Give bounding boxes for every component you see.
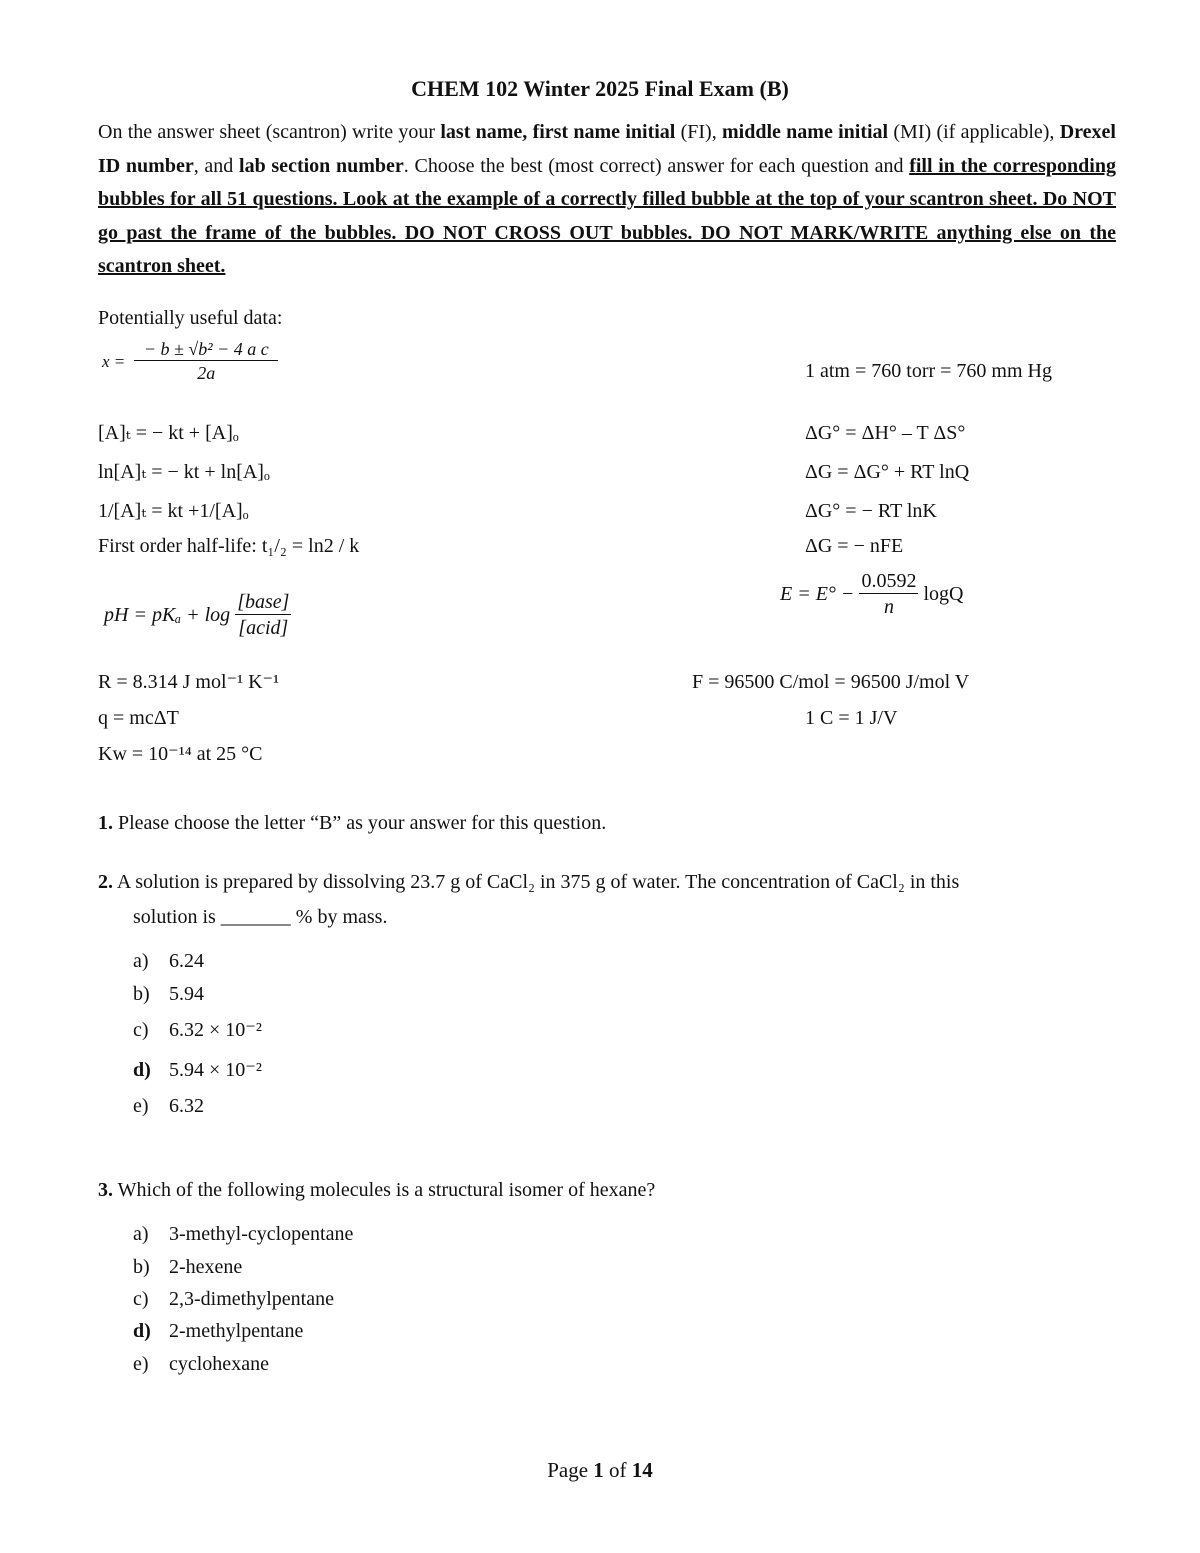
page-of: of [603,1458,632,1482]
quadratic-denominator: 2a [197,363,216,383]
hh-numerator: [base] [237,591,290,613]
question-2-text-cont: solution is _______ % by mass. [133,906,388,928]
question-2 [98,872,959,892]
first-order-law: ln[A]ₜ = − kt + ln[A]ₒ [98,461,270,483]
pressure-conversion: 1 atm = 760 torr = 760 mm Hg [805,360,1052,382]
option-3e [133,1354,269,1374]
page-current: 1 [593,1458,604,1482]
half-life-formula: First order half-life: t₁/₂ = ln2 / k [98,535,360,557]
exam-title: CHEM 102 Winter 2025 Final Exam (B) [411,76,789,101]
instr-text-3: (MI) (if applicable), [888,121,1060,143]
nernst-denominator: n [883,596,894,618]
option-2c [133,1020,262,1040]
instr-text-5: . Choose the best (most correct) answer for each question and [403,154,910,177]
option-2e [133,1096,204,1116]
question-number: 3. [98,1179,113,1201]
option-letter: b) [133,983,150,1005]
option-2b [133,984,204,1004]
instr-text-4: , and [193,154,240,177]
nernst-equation [780,571,963,617]
instr-bold-3: Drexel ID number [98,121,1116,177]
option-letter: a) [133,950,149,972]
option-2a [133,951,204,971]
page-total: 14 [631,1458,653,1482]
option-letter: a) [133,1223,149,1245]
quadratic-lhs: x = [102,351,126,371]
nernst-rhs: logQ [923,583,964,605]
option-3a [133,1224,353,1244]
question-text: Please choose the letter “B” as your answer for this question. [118,812,607,834]
coulomb-conversion: 1 C = 1 J/V [805,707,898,729]
option-letter: c) [133,1019,149,1041]
question-3 [98,1180,655,1200]
instr-underlined: fill in the corresponding bubbles for all 51 questions. Look at the example of a correctly filled bubble at the top of your scantron sheet. Do NOT go past the frame of the bubbles. DO NOT CROSS OUT bubbles. DO NOT MARK/WRITE anything else on the scantron sheet. [98,154,1116,277]
instructions [98,116,1116,284]
option-text: 6.24 [169,950,204,972]
question-1 [98,813,606,833]
option-3d [133,1321,303,1341]
second-order-law: 1/[A]ₜ = kt +1/[A]ₒ [98,500,249,522]
option-text: 2-hexene [169,1256,243,1278]
gibbs-nonstandard: ΔG = ΔG° + RT lnQ [805,461,970,483]
option-letter: c) [133,1288,149,1310]
quadratic-formula [102,340,278,382]
option-2d [133,1060,262,1080]
page-number [0,1460,1200,1481]
instr-bold-1: last name, first name initial [440,121,676,143]
option-text: 5.94 [169,983,204,1005]
nernst-numerator: 0.0592 [861,570,917,592]
question-text: A solution is prepared by dissolving 23.7 g of CaCl₂ in 375 g of water. The concentration of CaCl₂ in this [116,871,960,893]
option-letter: d) [133,1059,151,1081]
zero-order-law: [A]ₜ = − kt + [A]ₒ [98,422,239,444]
option-text: cyclohexane [169,1353,269,1375]
gibbs-standard: ΔG° = ΔH° – T ΔS° [805,422,966,444]
option-text: 6.32 × 10⁻² [169,1019,262,1041]
quadratic-numerator: − b ± √b² − 4 a c [134,340,278,361]
option-text: 6.32 [169,1095,204,1117]
instr-bold-4: lab section number [239,154,404,177]
kw-constant: Kw = 10⁻¹⁴ at 25 °C [98,743,263,765]
faraday-constant: F = 96500 C/mol = 96500 J/mol V [692,671,970,693]
option-letter: b) [133,1256,150,1278]
option-letter: e) [133,1353,149,1375]
henderson-hasselbalch [104,592,291,638]
option-letter: e) [133,1095,149,1117]
hh-denominator: [acid] [238,617,289,639]
option-text: 3-methyl-cyclopentane [169,1223,354,1245]
gibbs-equilibrium: ΔG° = − RT lnK [805,500,937,522]
option-3c [133,1289,334,1309]
page-prefix: Page [547,1458,594,1482]
gibbs-electro: ΔG = − nFE [805,535,904,557]
option-text: 5.94 × 10⁻² [169,1059,262,1081]
instr-bold-2: middle name initial [722,121,889,143]
data-heading: Potentially useful data: [98,307,283,329]
instr-text-2: (FI), [675,121,722,143]
nernst-lhs: E = E° − [780,583,855,605]
option-text: 2,3-dimethylpentane [169,1288,334,1310]
option-3b [133,1257,242,1277]
hh-lhs: pH = pKₐ + log [104,604,231,626]
question-number: 2. [98,871,113,893]
option-letter: d) [133,1320,151,1342]
heat-equation: q = mcΔT [98,707,179,729]
question-text: Which of the following molecules is a structural isomer of hexane? [117,1179,656,1201]
question-number: 1. [98,812,113,834]
instr-text-1: On the answer sheet (scantron) write your [98,121,441,143]
gas-constant: R = 8.314 J mol⁻¹ K⁻¹ [98,671,280,693]
option-text: 2-methylpentane [169,1320,304,1342]
